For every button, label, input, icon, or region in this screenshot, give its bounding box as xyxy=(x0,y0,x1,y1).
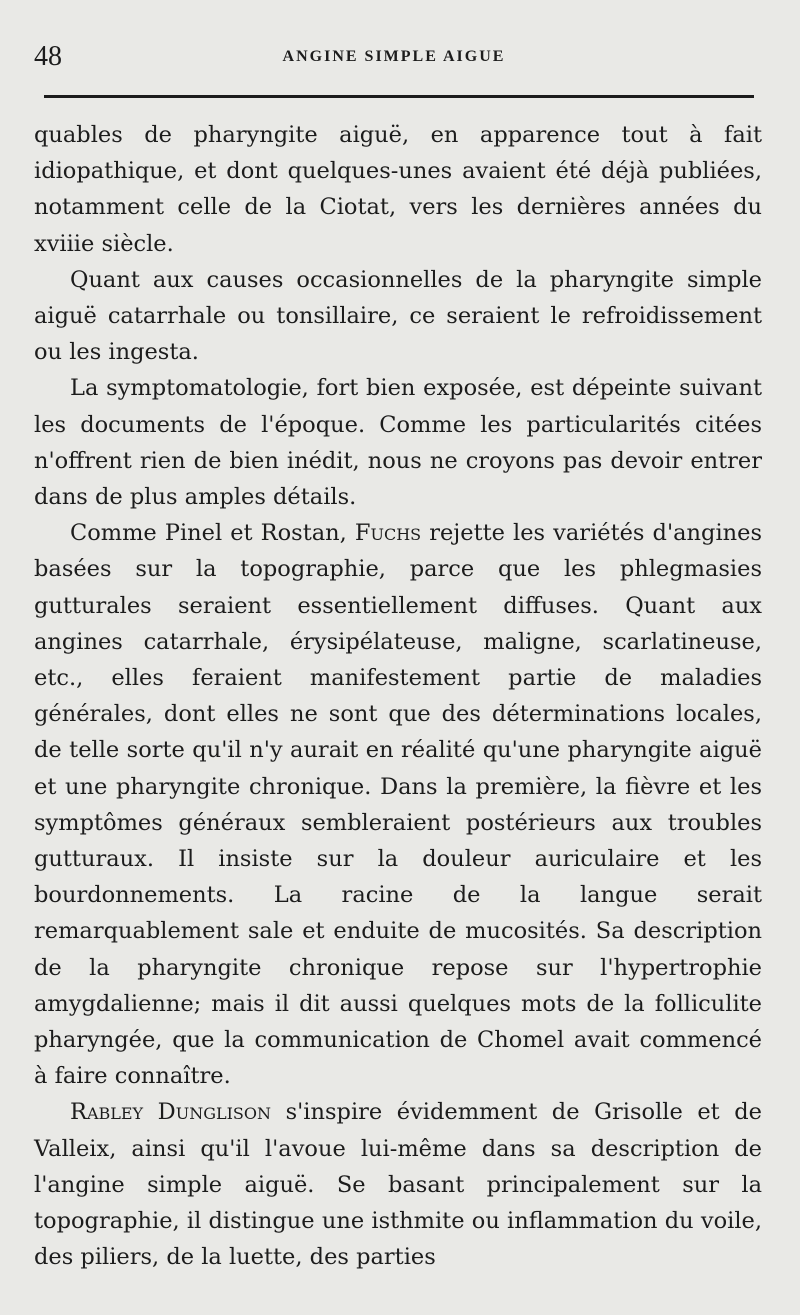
header-rule xyxy=(44,95,754,98)
paragraph xyxy=(34,515,762,1094)
author-name: Rabley Dunglison xyxy=(70,1099,272,1126)
paragraph-text: s'inspire évidemment de Grisolle et de Valleix, ainsi qu'il l'avoue lui-même dans sa description de l'angine simple aiguë. Se basant principalement sur la topographie, il distingue une isthmite ou inflammation du voile, des piliers, de la luette, des parties xyxy=(34,1099,762,1271)
paragraph-text: rejette les variétés d'angines basées sur la topographie, parce que les phlegmasies gutturales seraient essentiellement diffuses. Quant aux angines catarrhale, érysipélateuse, maligne, scarlatineuse, etc., elles feraient manifestement partie de maladies générales, dont elles ne sont que des déterminations locales, de telle sorte qu'il n'y aurait en réalité qu'une pharyngite aiguë et une pharyngite chronique. Dans la première, la fièvre et les symptômes généraux sembleraient postérieurs aux troubles gutturaux. Il insiste sur la douleur auriculaire et les bourdonnements. La racine de la langue serait remarquablement sale et enduite de mucosités. Sa description de la pharyngite chronique repose sur l'hypertrophie amygdalienne; mais il dit aussi quelques mots de la folliculite pharyngée, que la communication de Chomel avait commencé à faire connaître. xyxy=(34,520,762,1090)
paragraph xyxy=(34,1094,762,1275)
paragraph xyxy=(34,262,762,371)
paragraph-text: Quant aux causes occasionnelles de la pharyngite simple aiguë catarrhale ou tonsillaire, ce seraient le refroidissement ou les ingesta. xyxy=(34,266,762,366)
page-header xyxy=(34,40,754,80)
paragraph-lead: Comme Pinel et Rostan, xyxy=(70,520,355,547)
paragraph xyxy=(34,117,762,262)
paragraph-text: La symptomatologie, fort bien exposée, est dépeinte suivant les documents de l'époque. Comme les particularités citées n'offrent rien de bien inédit, nous ne croyons pas devoir entrer dans de plus amples détails. xyxy=(34,375,762,511)
paragraph xyxy=(34,370,762,515)
body-text xyxy=(34,117,762,1276)
running-title: ANGINE SIMPLE AIGUE xyxy=(282,48,506,65)
page-number: 48 xyxy=(34,41,62,72)
author-name: Fuchs xyxy=(354,520,422,547)
paragraph-text: quables de pharyngite aiguë, en apparence tout à fait idiopathique, et dont quelques-unes avaient été déjà publiées, notamment celle de la Ciotat, vers les dernières années du xviiie siècle. xyxy=(34,122,762,257)
